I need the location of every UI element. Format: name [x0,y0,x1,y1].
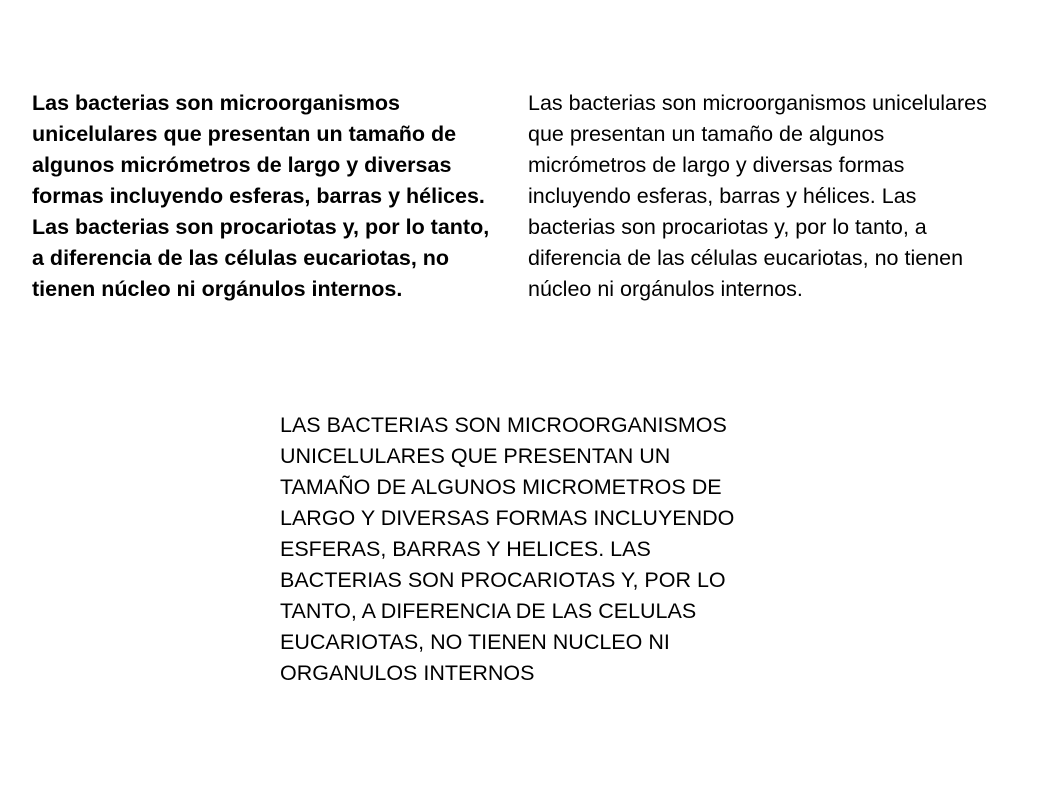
bold-paragraph: Las bacterias son microorganismos unicelulares que presentan un tamaño de algunos micrómetros de largo y diversas formas incluyendo esferas, barras y hélices. Las bacterias son procariotas y, por lo tanto, a diferencia de las células eucariotas, no tienen núcleo ni orgánulos internos. [32,91,490,301]
uppercase-paragraph: LAS BACTERIAS SON MICROORGANISMOS UNICELULARES QUE PRESENTAN UN TAMAÑO DE ALGUNOS MICROMETROS DE LARGO Y DIVERSAS FORMAS INCLUYENDO ESFERAS, BARRAS Y HELICES. LAS BACTERIAS SON PROCARIOTAS Y, POR LO TANTO, A DIFERENCIA DE LAS CELULAS EUCARIOTAS, NO TIENEN NUCLEO NI ORGANULOS INTERNOS [280,413,735,685]
regular-paragraph: Las bacterias son microorganismos unicelulares que presentan un tamaño de algunos micrómetros de largo y diversas formas incluyendo esferas, barras y hélices. Las bacterias son procariotas y, por lo tanto, a diferencia de las células eucariotas, no tienen núcleo ni orgánulos internos. [528,91,987,301]
